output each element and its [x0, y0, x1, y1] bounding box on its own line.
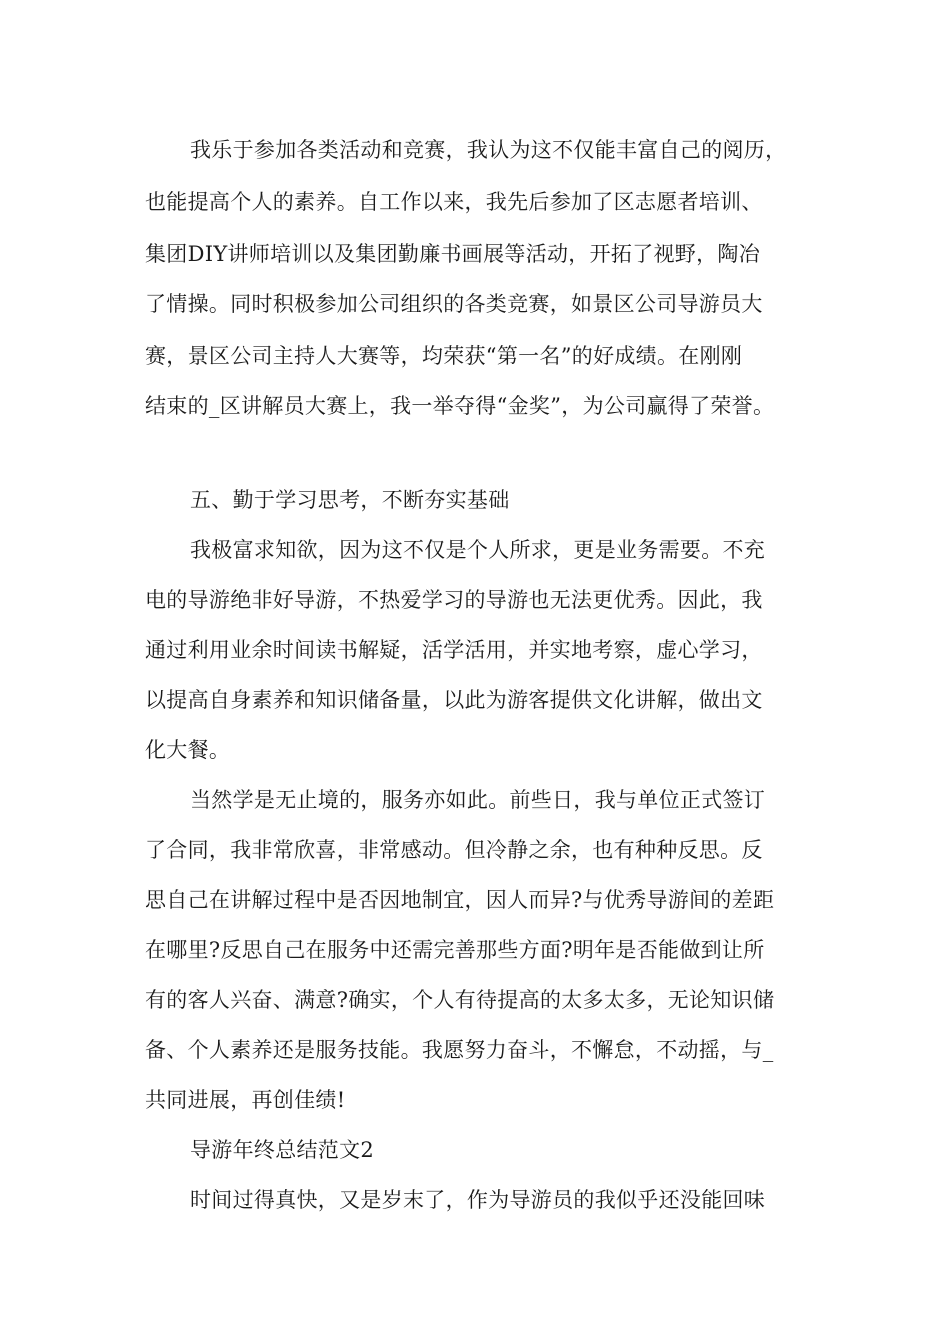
article-title: 导游年终总结范文2 [190, 1138, 375, 1162]
paragraph-3-line-4: 在哪里?反思自己在服务中还需完善那些方面?明年是否能做到让所 [145, 938, 765, 962]
paragraph-1-line-5: 赛，景区公司主持人大赛等，均荣获“第一名”的好成绩。在刚刚 [145, 344, 743, 368]
paragraph-1-line-4: 了情操。同时积极参加公司组织的各类竞赛，如景区公司导游员大 [145, 292, 763, 316]
paragraph-2-line-2: 电的导游绝非好导游，不热爱学习的导游也无法更优秀。因此，我 [145, 588, 763, 612]
paragraph-3-line-2: 了合同，我非常欣喜，非常感动。但冷静之余，也有种种反思。反 [145, 838, 763, 862]
paragraph-1-line-6: 结束的_区讲解员大赛上，我一举夺得“金奖”，为公司赢得了荣誉。 [145, 394, 775, 418]
paragraph-4-line-1: 时间过得真快，又是岁末了，作为导游员的我似乎还没能回味 [190, 1188, 766, 1212]
paragraph-1-line-1: 我乐于参加各类活动和竞赛，我认为这不仅能丰富自己的阅历， [190, 138, 787, 162]
paragraph-3-line-6: 备、个人素养还是服务技能。我愿努力奋斗，不懈怠，不动摇，与_ [145, 1038, 774, 1062]
paragraph-3-line-3: 思自己在讲解过程中是否因地制宜，因人而异?与优秀导游间的差距 [145, 888, 775, 912]
paragraph-2-line-4: 以提高自身素养和知识储备量，以此为游客提供文化讲解，做出文 [145, 688, 763, 712]
paragraph-2-line-5: 化大餐。 [145, 738, 231, 762]
paragraph-3-line-7: 共同进展，再创佳绩! [145, 1088, 346, 1112]
paragraph-2-line-3: 通过利用业余时间读书解疑，活学活用，并实地考察，虚心学习， [145, 638, 763, 662]
section-heading: 五、勤于学习思考，不断夯实基础 [190, 488, 510, 512]
paragraph-3-line-5: 有的客人兴奋、满意?确实，个人有待提高的太多太多，无论知识储 [145, 988, 775, 1012]
paragraph-3-line-1: 当然学是无止境的，服务亦如此。前些日，我与单位正式签订 [190, 788, 766, 812]
paragraph-1-line-2: 也能提高个人的素养。自工作以来，我先后参加了区志愿者培训、 [145, 190, 763, 214]
paragraph-2-line-1: 我极富求知欲，因为这不仅是个人所求，更是业务需要。不充 [190, 538, 766, 562]
paragraph-1-line-3: 集团DIY讲师培训以及集团勤廉书画展等活动，开拓了视野，陶冶 [145, 242, 760, 266]
